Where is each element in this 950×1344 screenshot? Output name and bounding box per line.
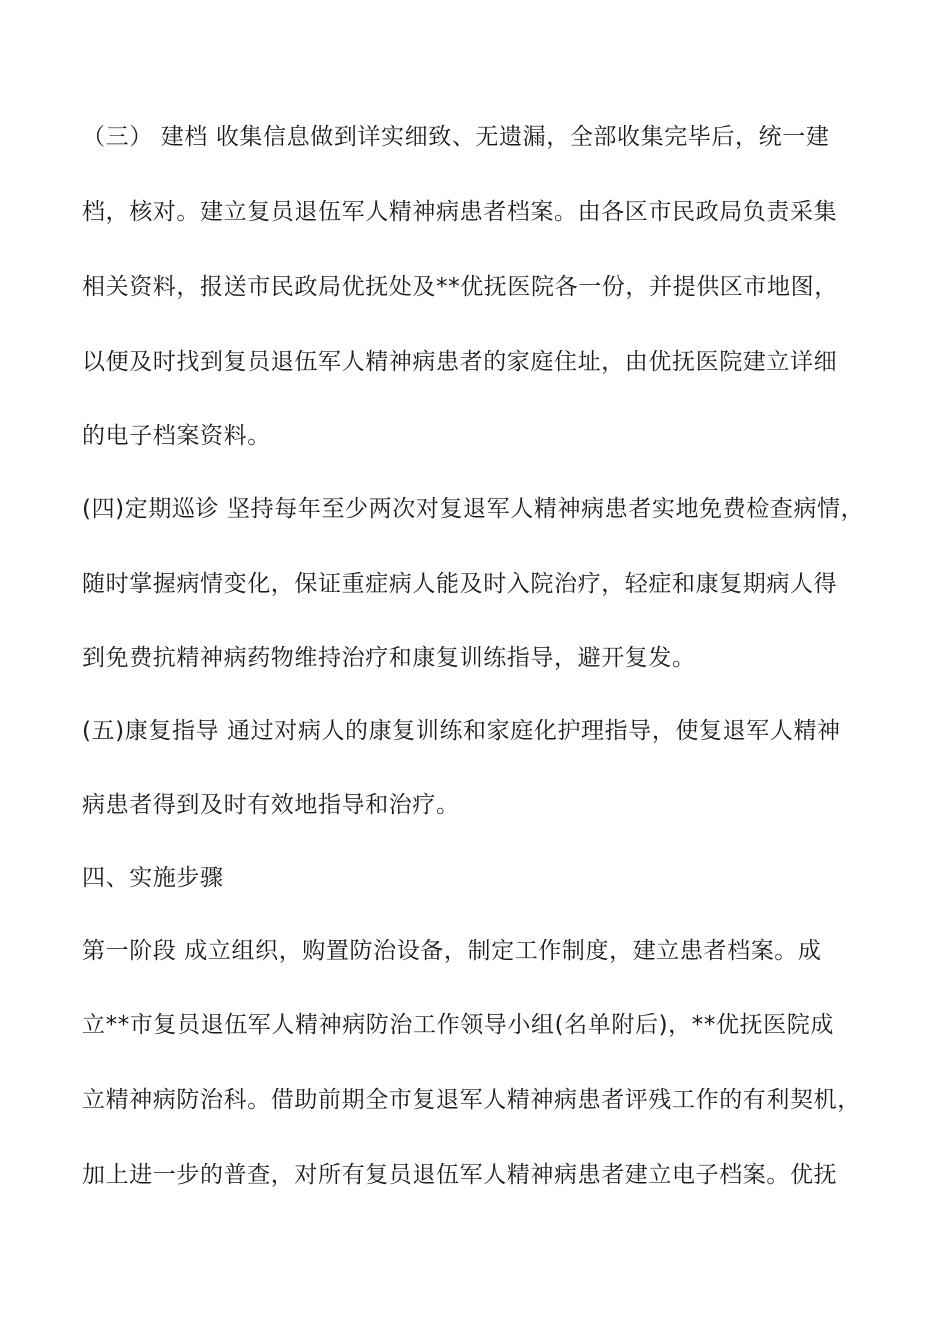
paragraph-line: 到免费抗精神病药物维持治疗和康复训练指导，避开复发。	[82, 645, 696, 671]
paragraph-line: 病患者得到及时有效地指导和治疗。	[82, 792, 460, 818]
paragraph-line: 档，核对。建立复员退伍军人精神病患者档案。由各区市民政局负责采集	[82, 199, 838, 225]
paragraph-line: 立精神病防治科。借助前期全市复退军人精神病患者评残工作的有利契机，	[82, 1087, 861, 1113]
paragraph-line: 加上进一步的普查，对所有复员退伍军人精神病患者建立电子档案。优抚	[82, 1162, 838, 1188]
paragraph-line: 相关资料，报送市民政局优抚处及**优抚医院各一份，并提供区市地图，	[82, 274, 838, 300]
paragraph-line: (五)康复指导 通过对病人的康复训练和家庭化护理指导，使复退军人精神	[82, 718, 841, 744]
paragraph-line: 第一阶段 成立组织，购置防治设备，制定工作制度，建立患者档案。成	[82, 938, 822, 964]
paragraph-line: (四)定期巡诊 坚持每年至少两次对复退军人精神病患者实地免费检查病情，	[82, 496, 865, 522]
paragraph-line: 随时掌握病情变化，保证重症病人能及时入院治疗，轻症和康复期病人得	[82, 571, 838, 597]
paragraph-line: 的电子档案资料。	[82, 423, 271, 449]
section-heading: 四、实施步骤	[82, 865, 224, 891]
paragraph-line: 立**市复员退伍军人精神病防治工作领导小组(名单附后)，**优抚医院成	[82, 1012, 834, 1038]
paragraph-line: 以便及时找到复员退伍军人精神病患者的家庭住址，由优抚医院建立详细	[82, 349, 838, 375]
paragraph-line: （三） 建档 收集信息做到详实细致、无遗漏，全部收集完毕后，统一建	[82, 124, 830, 150]
